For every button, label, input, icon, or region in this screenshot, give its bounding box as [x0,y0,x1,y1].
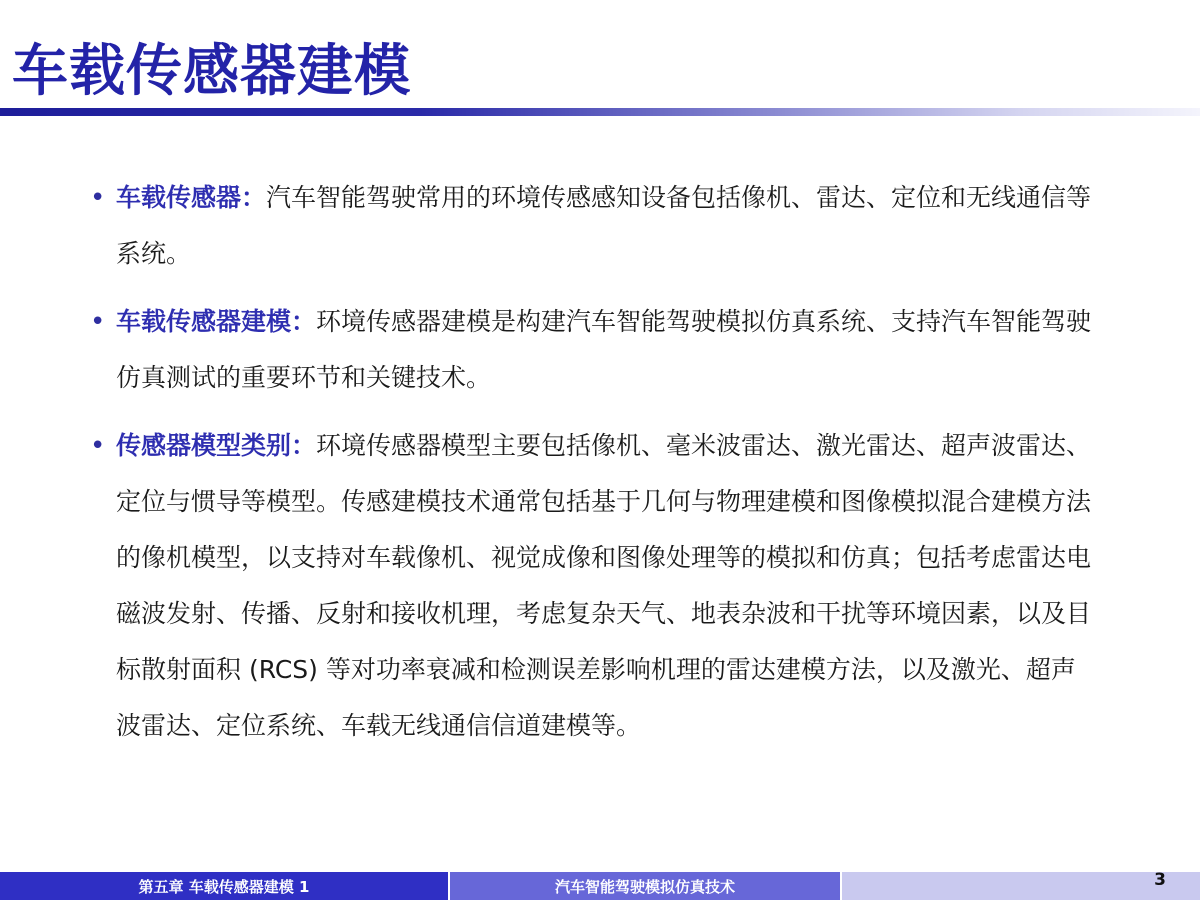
bullet-term: 车载传感器： [116,183,267,212]
footer-spacer [842,872,1200,900]
bullet-text: 环境传感器建模是构建汽车智能驾驶模拟仿真系统、支持汽车智能驾驶仿真测试的重要环节和关键技术。 [116,307,1092,392]
bullet-dot-icon: • [90,183,106,213]
bullet-list [88,170,1098,766]
footer-course-title: 汽车智能驾驶模拟仿真技术 [450,872,840,900]
bullet-dot-icon: • [90,431,106,461]
page-number: 3 [1154,870,1166,890]
slide-title: 车载传感器建模 [12,39,411,104]
bullet-item-model-categories [88,418,1098,754]
footer-chapter: 第五章 车载传感器建模 1 [0,872,448,900]
title-underline [0,108,1200,116]
bullet-text: 环境传感器模型主要包括像机、毫米波雷达、激光雷达、超声波雷达、定位与惯导等模型。传感建模技术通常包括基于几何与物理建模和图像模拟混合建模方法的像机模型，以支持对车载像机、视觉成像和图像处理等的模拟和仿真；包括考虑雷达电磁波发射、传播、反射和接收机理，考虑复杂天气、地表杂波和干扰等环境因素，以及目标散射面积 (RCS) 等对功率衰减和检测误差影响机理的雷达建模方法，以及激光、超声波雷达、定位系统、车载无线通信信道建模等。 [116,431,1092,740]
footer-bar [0,872,1200,900]
bullet-dot-icon: • [90,307,106,337]
bullet-term: 传感器模型类别： [116,431,317,460]
bullet-term: 车载传感器建模： [116,307,317,336]
bullet-text: 汽车智能驾驶常用的环境传感感知设备包括像机、雷达、定位和无线通信等系统。 [116,183,1092,268]
bullet-item-sensor-modeling [88,294,1098,406]
bullet-item-sensors [88,170,1098,282]
